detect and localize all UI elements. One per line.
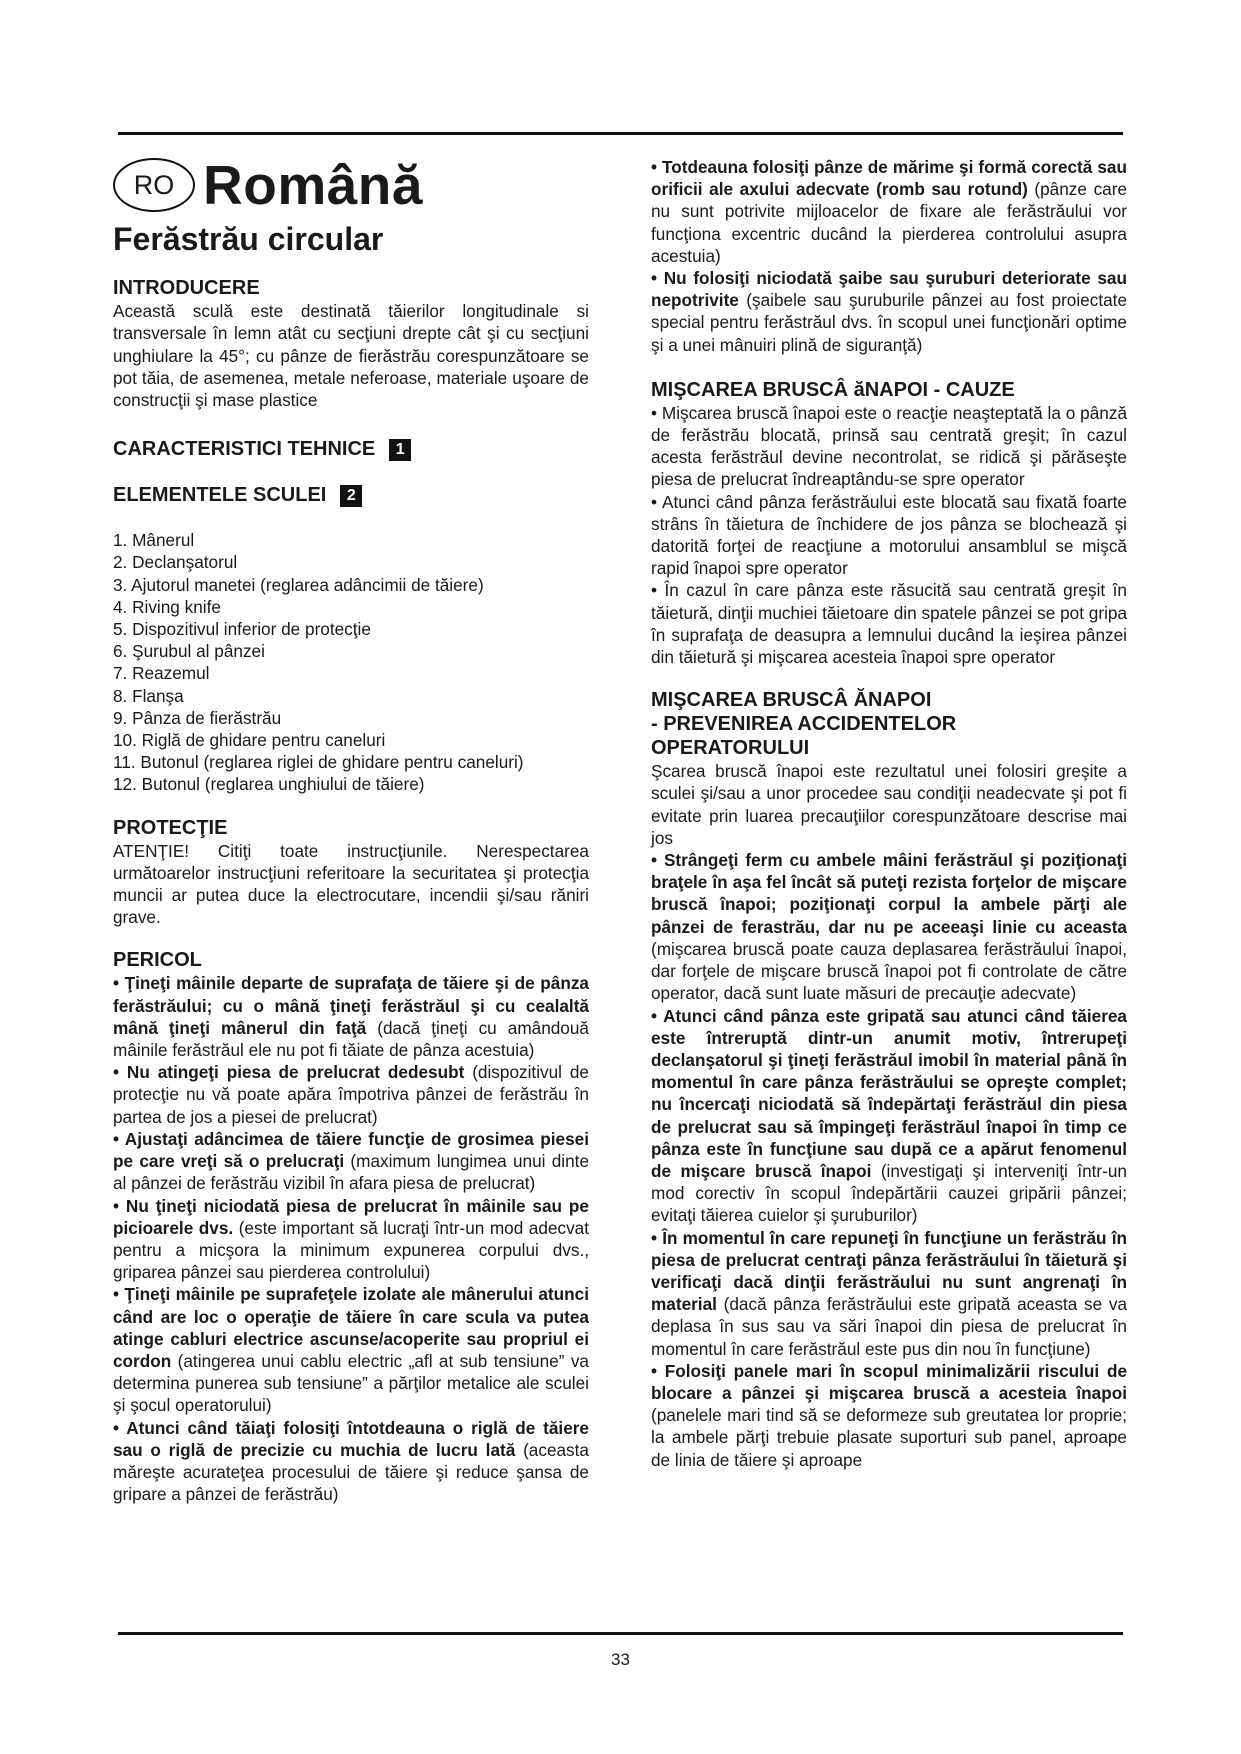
danger-bullet bbox=[113, 972, 589, 1061]
kickback-causes-section bbox=[651, 378, 1127, 668]
list-item: 4. Riving knife bbox=[113, 596, 221, 617]
bullet-bold: • Strângeţi ferm cu ambele mâini ferăstrăul şi poziţionaţi braţele în aşa fel încât să puteţi rezista forţelor de mişcare bruscă înapoi; poziţionaţi corpul la ambele părţi ale pânzei de ferastrău, dar nu pe aceeaşi linie cu aceasta bbox=[651, 850, 1127, 937]
list-item: 7. Reazemul bbox=[113, 663, 210, 684]
protection-text: ATENŢIE! Citiţi toate instrucţiunile. Nerespectarea următoarelor instrucţiuni referitoare la securitatea şi protecţia muncii ar putea duce la electrocutare, incendii şi/sau răniri grave. bbox=[113, 840, 589, 928]
right-column bbox=[651, 156, 1127, 1471]
kickback-cause-paragraph: • În cazul în care pânza este răsucită sau centrată greşit în tăietură, dinţii muchiei tăietoare din spatele pânzei se pot gripa în suprafaţa de deasupra a lemnului ducând la ieşirea pânzei din tăietură şi mişcarea acesteia înapoi spre operator bbox=[651, 580, 1127, 668]
bullet-text: (dacă pânza ferăstrăului este gripată aceasta se va deplasa în sus sau va sări înapoi din piesa de prelucrat în momentul în care ferăstrăul este pus din nou în funcţiune) bbox=[651, 1294, 1127, 1359]
bullet-text: (atingerea unui cablu electric „afl at sub tensiune” va determina punerea sub tensiune” a părţilor metalice ale sculei şi şocul operatorului) bbox=[113, 1350, 589, 1416]
language-title: Română bbox=[203, 153, 423, 216]
list-item: 6. Şurubul al pânzei bbox=[113, 641, 265, 662]
list-item: 10. Riglă de ghidare pentru caneluri bbox=[113, 730, 386, 751]
intro-text: Această sculă este destinată tăierilor longitudinale si transversale în lemn atât cu secţiuni drepte cât şi cu secţiuni unghiulare la 45°; cu pânze de fierăstrău corespunzătoare se pot tăia, de asemenea, metale neferoase, materiale uşoare de construcţii şi mase plastice bbox=[113, 301, 589, 411]
bullet-text: (mişcarea bruscă poate cauza deplasarea ferăstrăului înapoi, dar forţele de mişcare bruscă înapoi pot fi controlate de către operator, dacă sunt luate măsuri de precauţie adecvate) bbox=[651, 938, 1127, 1004]
kickback-prevent-section bbox=[651, 688, 1127, 1471]
prevent-bullet bbox=[651, 849, 1127, 1004]
top-rule bbox=[118, 132, 1123, 135]
bottom-rule bbox=[118, 1632, 1123, 1635]
list-item: 9. Pânza de fierăstrău bbox=[113, 707, 282, 728]
figure-ref-1: 1 bbox=[389, 439, 411, 461]
language-header bbox=[113, 150, 589, 220]
bullet-text: (aceasta măreşte acurateţea procesului de tăiere şi reduce şansa de gripare a pânzei de ferăstrău) bbox=[113, 1439, 589, 1505]
prevent-bullet bbox=[651, 1227, 1127, 1360]
bullet-bold: • Atunci când tăiaţi folosiţi întotdeauna o riglă de tăiere sau o riglă de precizie cu muchia de lucru lată bbox=[113, 1417, 589, 1460]
elements-title: ELEMENTELE SCULEI bbox=[113, 484, 327, 507]
kickback-prevent-heading: - PREVENIREA ACCIDENTELOR bbox=[651, 713, 957, 736]
protection-section bbox=[113, 816, 589, 929]
page-number: 33 bbox=[611, 1650, 630, 1669]
danger-bullet bbox=[113, 1417, 589, 1506]
kickback-prevent-heading: OPERATORULUI bbox=[651, 737, 810, 760]
kickback-prevent-intro: Şcarea bruscă înapoi este rezultatul unei folosiri greşite a sculei şi/sau a unor procedee sau condiţii neadecvate şi pot fi evitate prin luarea precauţiilor corespunzătoare descrise mai jos bbox=[651, 761, 1127, 848]
elements-section bbox=[113, 483, 589, 795]
bullet-bold: • Folosiţi panele mari în scopul minimalizării riscului de blocare a pânzei şi mişcarea bruscă a acesteia înapoi bbox=[651, 1360, 1127, 1403]
bullet-bold: • Totdeauna folosiţi pânze de mărime şi formă corectă sau orificii ale axului adecvate (romb sau rotund) bbox=[651, 157, 1127, 200]
danger-bullet bbox=[113, 1128, 589, 1195]
intro-heading: INTRODUCERE bbox=[113, 277, 260, 300]
elements-list bbox=[113, 529, 589, 795]
danger-bullet bbox=[113, 1283, 589, 1416]
list-item: 2. Declanşatorul bbox=[113, 552, 238, 573]
danger-bullet bbox=[113, 1195, 589, 1284]
prevent-bullet bbox=[651, 1360, 1127, 1471]
kickback-cause-paragraph: • Atunci când pânza ferăstrăului este blocată sau fixată foarte strâns în tăietura de închidere de jos pânza se blochează şi datorită forţei de reacţiune a motorului ansamblul se mişcă rapid înapoi spre operator bbox=[651, 491, 1127, 579]
bullet-bold: • Atunci când pânza este gripată sau atunci când tăierea este întreruptă dintr-un anumit motiv, întrerupeţi declanşatorul şi ţineţi ferăstrăul imobil în material până în momentul în care pânza ferăstrăului se opreşte complet; nu încercaţi niciodată să îndepărtaţi ferăstrăul din piesa de prelucrat sau să împingeţi ferăstrăul înapoi în timp ce pânza este în funcţiune sau după ce a apărut fenomenul de mişcare bruscă înapoi bbox=[651, 1005, 1127, 1181]
kickback-prevent-heading: MIŞCAREA BRUSCÂ ĂNAPOI bbox=[651, 689, 932, 712]
specs-heading bbox=[113, 437, 589, 461]
prevent-bullet bbox=[651, 1005, 1127, 1227]
blade-bullet bbox=[651, 156, 1127, 267]
list-item: 5. Dispozitivul inferior de protecţie bbox=[113, 619, 371, 640]
bullet-text: (panelele mari tind să se deformeze sub greutatea lor proprie; la ambele părţi trebuie plasate suporturi sub panel, aproape de linia de tăiere şi aproape bbox=[651, 1405, 1127, 1470]
bullet-text: (dispozitivul de protecţie nu vă poate apăra împotriva pânzei de ferăstrău în partea de jos a piesei de prelucrat) bbox=[113, 1062, 589, 1127]
product-title: Ferăstrău circular bbox=[113, 221, 384, 257]
left-column bbox=[113, 150, 589, 1505]
figure-ref-2: 2 bbox=[340, 485, 362, 507]
list-item: 1. Mânerul bbox=[113, 530, 195, 551]
kickback-causes-heading: MIŞCAREA BRUSCÂ ăNAPOI - CAUZE bbox=[651, 378, 1015, 401]
bullet-bold: • Nu atingeţi piesa de prelucrat dedesubt bbox=[113, 1062, 465, 1083]
bullet-text: (dacă ţineţi cu amândouă mâinile ferăstrăul ele nu pot fi tăiate de pânza acestuia) bbox=[113, 1017, 589, 1061]
bullet-text: (este important să lucraţi într-un mod adecvat pentru a micşora la minimum expunerea corpului dvs., griparea pânzei sau pierderea controlului) bbox=[113, 1217, 589, 1283]
bullet-text: (maximum lungimea unui dinte al pânzei de ferăstrău vizibil în afara piesa de prelucrat) bbox=[113, 1151, 590, 1194]
protection-heading: PROTECŢIE bbox=[113, 816, 228, 839]
specs-section bbox=[113, 437, 589, 461]
list-item: 12. Butonul (reglarea unghiului de tăiere) bbox=[113, 774, 425, 795]
danger-section bbox=[113, 948, 589, 1505]
blade-bullet bbox=[651, 267, 1127, 356]
bullet-bold: • În momentul în care repuneţi în funcţiune un ferăstrău în piesa de prelucrat centraţi pânza ferăstrăului în tăietură şi verificaţi dacă dinţii ferăstrăului nu sunt angrenaţi în material bbox=[651, 1227, 1127, 1315]
bullet-bold: • Ţineţi mâinile pe suprafeţele izolate ale mânerului atunci când are loc o operaţie de tăiere în care scula va putea atinge cabluri electrice ascunse/acoperite sau propriul ei cordon bbox=[113, 1284, 589, 1371]
bullet-text: (pânze care nu sunt potrivite mijloacelor de fixare ale ferăstrăului vor funcţiona excentric ducând la pierderea controlului asupra acestuia) bbox=[651, 179, 1127, 266]
bullet-bold: • Nu ţineţi niciodată piesa de prelucrat în mâinile sau pe picioarele dvs. bbox=[113, 1195, 589, 1238]
bullet-bold: • Nu folosiţi niciodată şaibe sau şuruburi deteriorate sau nepotrivite bbox=[651, 268, 1127, 311]
bullet-bold: • Ajustaţi adâncimea de tăiere funcţie de grosimea piesei pe care vreţi să o prelucraţi bbox=[113, 1128, 589, 1172]
specs-title: CARACTERISTICI TEHNICE bbox=[113, 438, 376, 461]
list-item: 11. Butonul (reglarea riglei de ghidare pentru caneluri) bbox=[113, 752, 524, 773]
elements-heading bbox=[113, 483, 589, 507]
list-item: 8. Flanşa bbox=[113, 685, 184, 706]
bullet-text: (şaibele sau şuruburile pânzei au fost proiectate special pentru ferăstrăul dvs. în scopul unei funcţionări optime şi a unei mânuiri plină de siguranţă) bbox=[651, 290, 1127, 355]
danger-bullet bbox=[113, 1061, 589, 1128]
bullet-text: (investigaţi şi interveniţi într-un mod corectiv în scopul îndepărtării cauzei gripării pânzei; evitaţi tăierea cuielor şi şuruburilor) bbox=[651, 1160, 1127, 1226]
list-item: 3. Ajutorul manetei (reglarea adâncimii de tăiere) bbox=[113, 574, 484, 595]
danger-heading: PERICOL bbox=[113, 949, 202, 972]
kickback-cause-paragraph: • Mişcarea bruscă înapoi este o reacţie neaşteptată la o pânză de ferăstrău blocată, prinsă sau centrată greşit; în cazul acesta ferăstrăul devine necontrolat, se ridică şi părăseşte piesa de prelucrat îndreaptându-se spre operator bbox=[651, 402, 1127, 490]
lang-code-badge: RO bbox=[113, 158, 195, 212]
bullet-bold: • Ţineţi mâinile departe de suprafaţa de tăiere şi de pânza ferăstrăului; cu o mână ţineţi ferăstrăul şi cu cealaltă mână ţineţi mânerul din faţă bbox=[113, 973, 589, 1038]
